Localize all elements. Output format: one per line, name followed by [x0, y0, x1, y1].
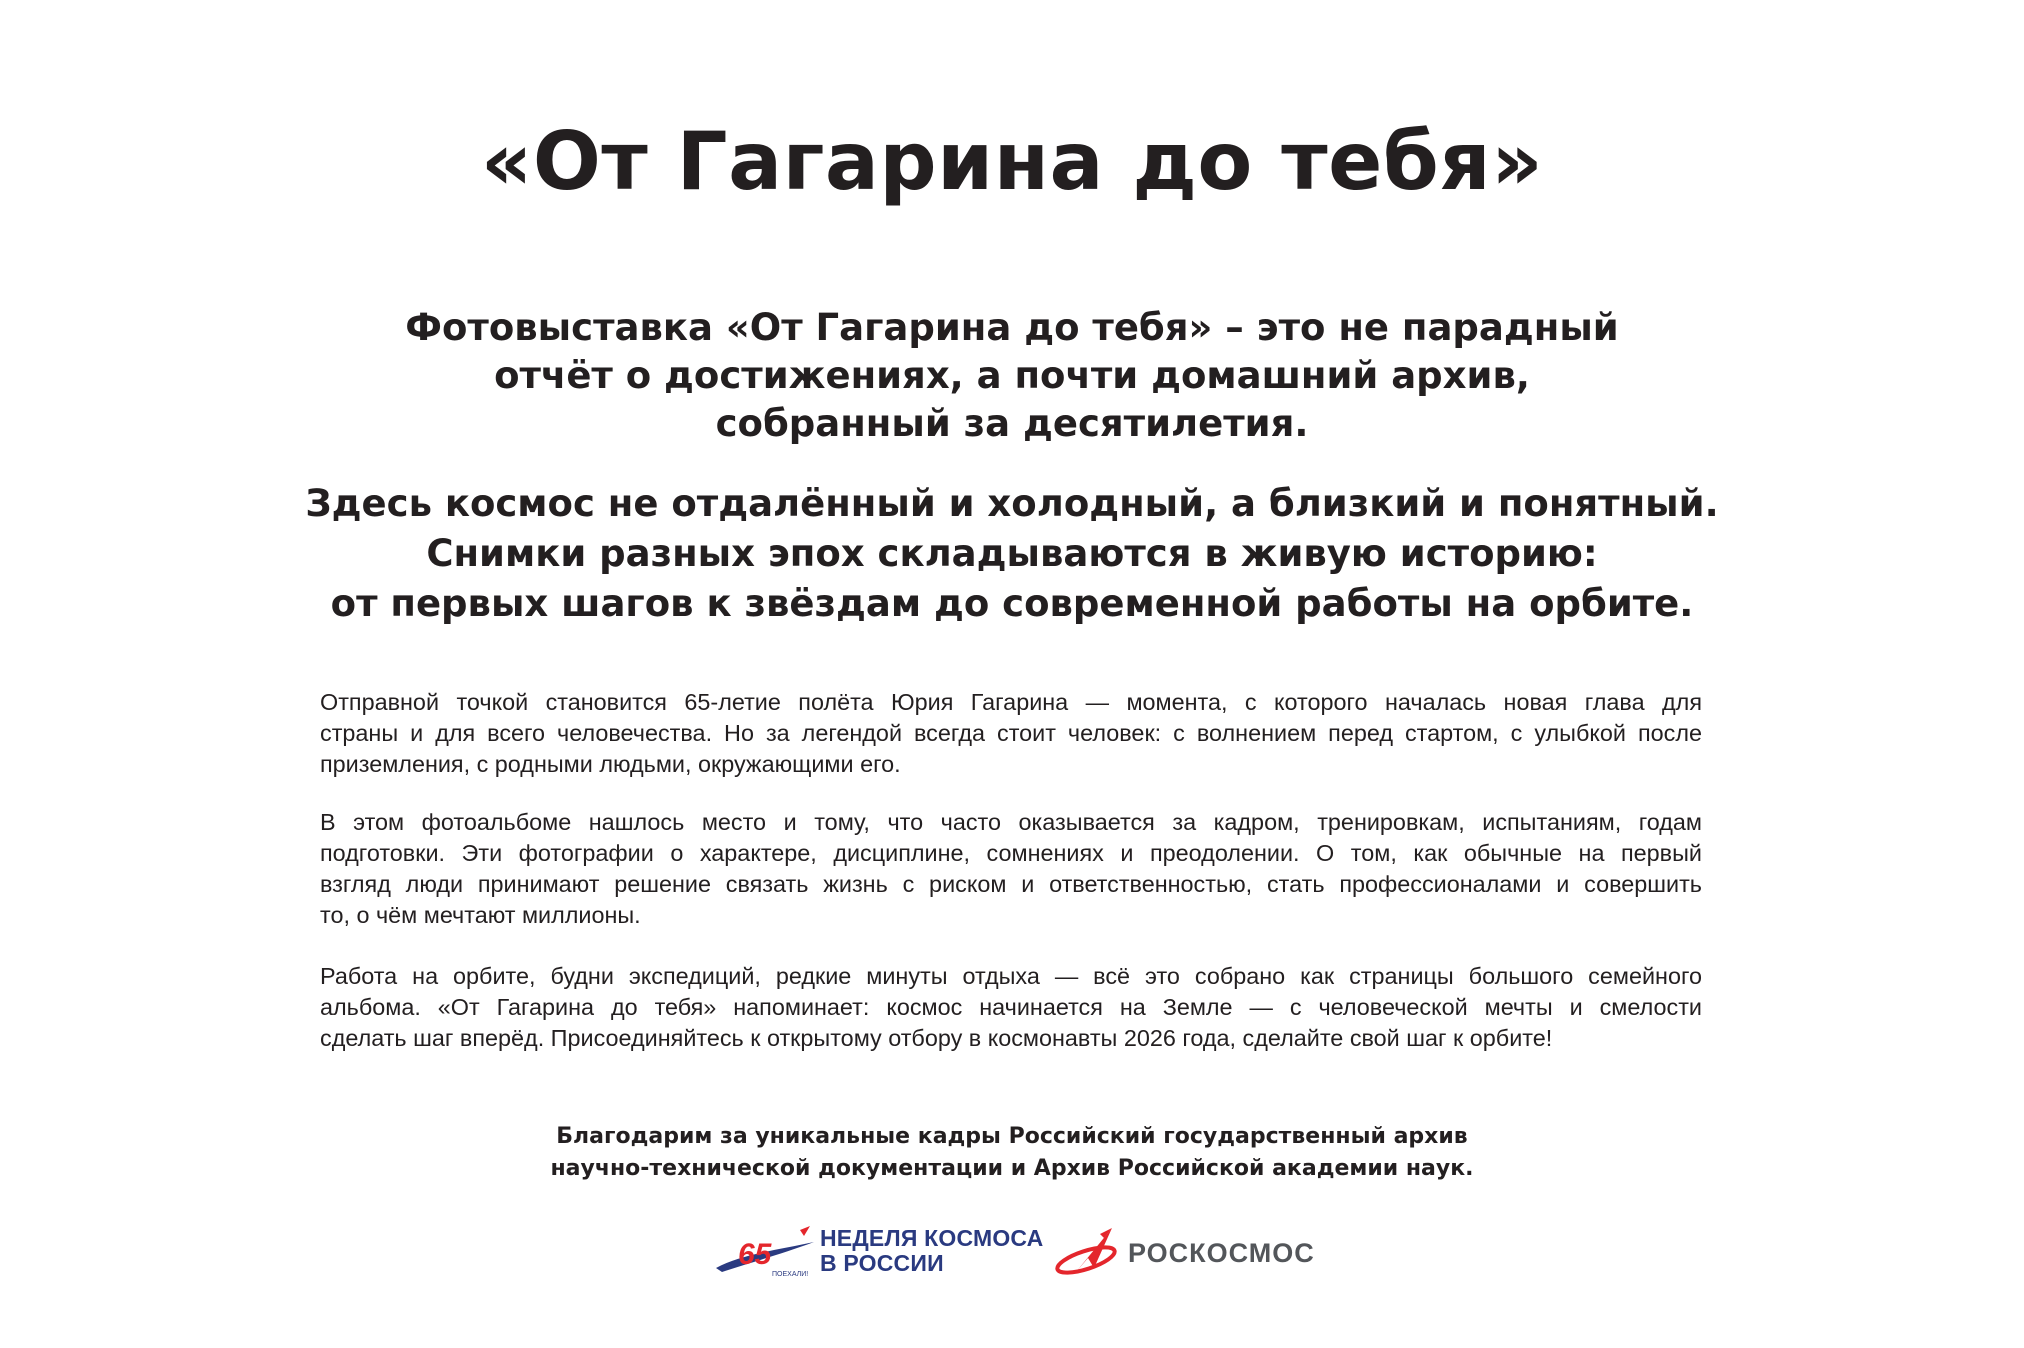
space-week-title-line: НЕДЕЛЯ КОСМОСА	[820, 1225, 1044, 1251]
body-line: Работа на орбите, будни экспедиций, редкие минуты отдыха — всё это собрано как страницы большого семейного	[320, 963, 1702, 989]
acknowledgement-line: научно-технической документации и Архив Российской академии наук.	[550, 1156, 1474, 1181]
lead-line: собранный за десятилетия.	[715, 402, 1309, 445]
body-line: сделать шаг вперёд. Присоединяйтесь к открытому отбору в космонавты 2026 года, сделайте свой шаг к орбите!	[320, 1025, 1553, 1051]
body-line: Отправной точкой становится 65-летие полёта Юрия Гагарина — момента, с которого началась новая глава для	[320, 689, 1702, 715]
body-paragraph-2	[320, 807, 1702, 931]
emblem-number: 65	[738, 1238, 772, 1271]
space-week-logo	[712, 1222, 1052, 1286]
lead-paragraph-2	[200, 479, 1824, 629]
body-paragraph-3	[320, 961, 1702, 1054]
body-line: страны и для всего человечества. Но за легендой всегда стоит человек: с волнением перед стартом, с улыбкой после	[320, 720, 1702, 746]
lead-line: от первых шагов к звёздам до современной работы на орбите.	[330, 582, 1694, 625]
poster-title: «От Гагарина до тебя»	[480, 115, 1544, 208]
logos-row	[0, 1222, 2024, 1286]
lead-line: Снимки разных эпох складываются в живую историю:	[426, 532, 1598, 575]
roscosmos-wordmark: РОСКОСМОС	[1128, 1238, 1315, 1268]
acknowledgement	[0, 1121, 2024, 1185]
body-line: взгляд люди принимают решение связать жизнь с риском и ответственностью, стать профессионалами и совершить	[320, 871, 1702, 897]
roscosmos-logo	[1054, 1222, 1354, 1286]
body-line: В этом фотоальбоме нашлось место и тому, что часто оказывается за кадром, тренировкам, испытаниям, годам	[320, 809, 1702, 835]
lead-line: Фотовыставка «От Гагарина до тебя» – это не парадный	[405, 306, 1619, 349]
roscosmos-emblem-icon	[1054, 1224, 1122, 1280]
lead-line: Здесь космос не отдалённый и холодный, а близкий и понятный.	[305, 482, 1719, 525]
body-line: подготовки. Эти фотографии о характере, дисциплине, сомнениях и преодолении. О том, как обычные на первый	[320, 840, 1702, 866]
space-week-title	[820, 1226, 1043, 1276]
body-line: то, о чём мечтают миллионы.	[320, 902, 641, 928]
acknowledgement-line: Благодарим за уникальные кадры Российский государственный архив	[556, 1124, 1468, 1149]
lead-line: отчёт о достижениях, а почти домашний архив,	[494, 354, 1530, 397]
lead-paragraph-1	[200, 304, 1824, 448]
body-line: приземления, с родными людьми, окружающими его.	[320, 751, 901, 777]
space-week-title-line: В РОССИИ	[820, 1250, 944, 1276]
body-line: альбома. «От Гагарина до тебя» напоминает: космос начинается на Земле — с человеческой мечты и смелости	[320, 994, 1702, 1020]
emblem-tagline: ПОЕХАЛИ!	[772, 1271, 809, 1278]
body-paragraph-1	[320, 687, 1702, 780]
